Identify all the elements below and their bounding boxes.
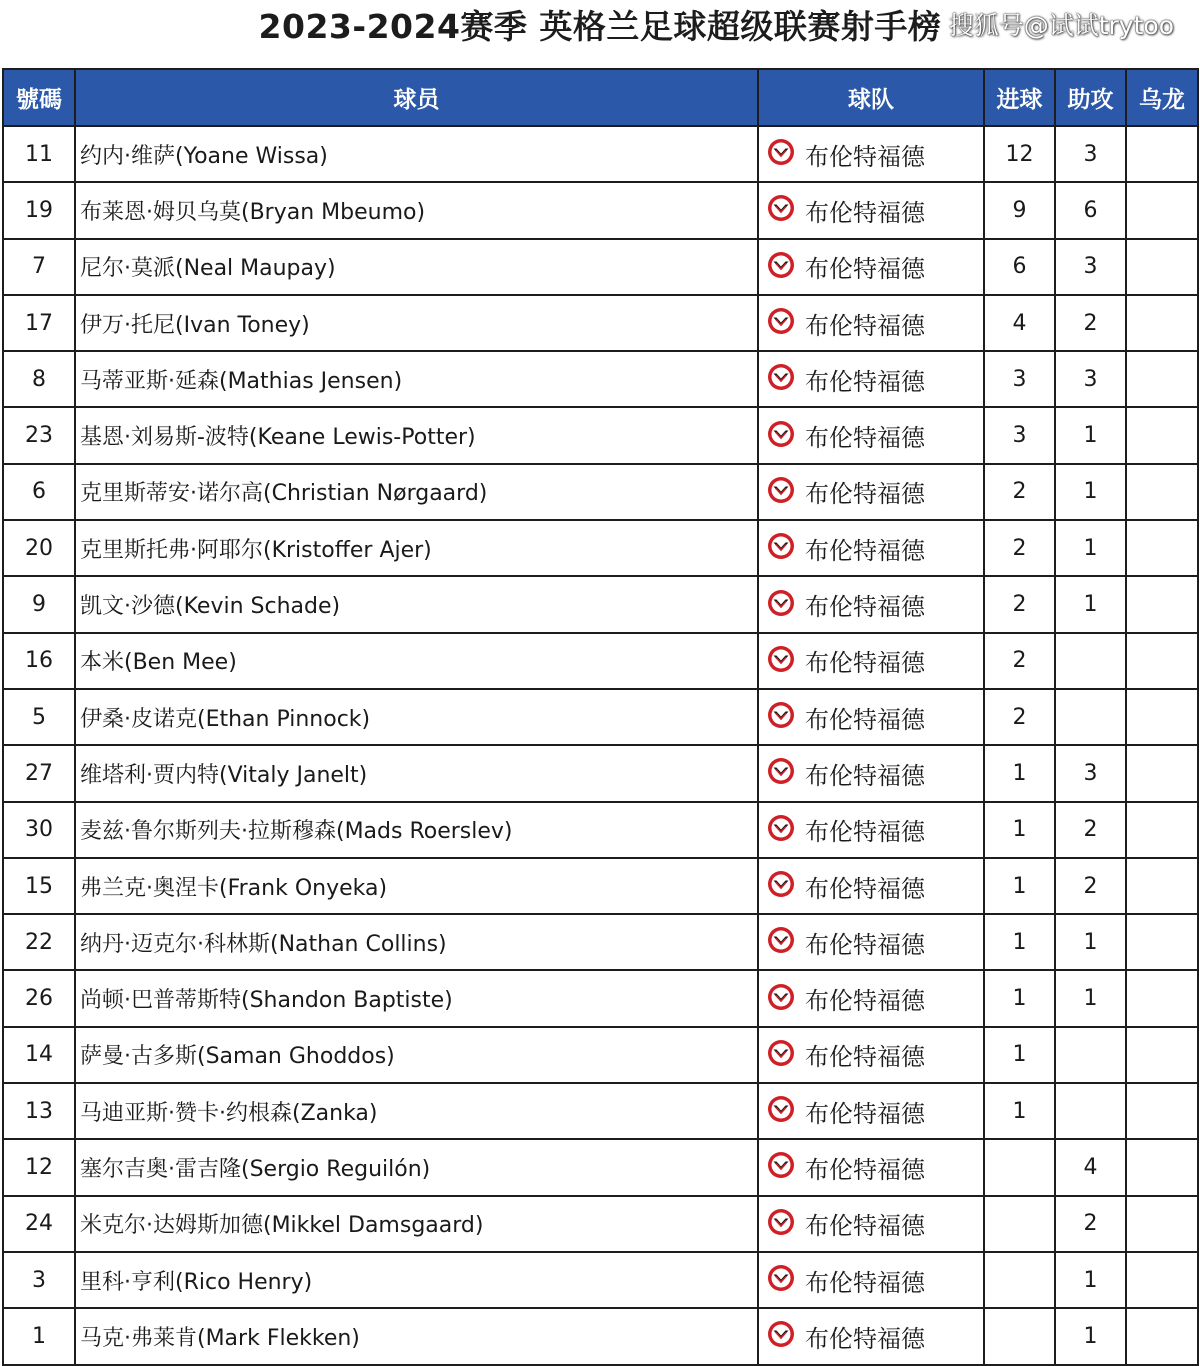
watermark: 搜狐号@试试trytoo — [948, 11, 1174, 40]
team-name: 布伦特福德 — [805, 874, 925, 903]
team-name: 布伦特福德 — [805, 424, 925, 453]
cell-player: 布莱恩·姆贝乌莫(Bryan Mbeumo) — [75, 182, 758, 238]
brentford-badge-icon — [767, 1039, 795, 1067]
team-name: 布伦特福德 — [805, 536, 925, 565]
team-name: 布伦特福德 — [805, 1324, 925, 1353]
cell-goals: 1 — [984, 858, 1055, 914]
table-row — [3, 1252, 1198, 1308]
team-name: 布伦特福德 — [805, 1099, 925, 1128]
brentford-badge-icon — [767, 814, 795, 842]
cell-team — [758, 407, 984, 463]
brentford-badge-icon — [767, 194, 795, 222]
cell-own-goals — [1126, 351, 1198, 407]
page-title: 2023-2024赛季 英格兰足球超级联赛射手榜 — [258, 7, 942, 46]
cell-number: 15 — [3, 858, 75, 914]
cell-goals: 1 — [984, 914, 1055, 970]
cell-own-goals — [1126, 745, 1198, 801]
cell-assists: 1 — [1055, 464, 1126, 520]
cell-player: 维塔利·贾内特(Vitaly Janelt) — [75, 745, 758, 801]
cell-team — [758, 295, 984, 351]
cell-goals: 3 — [984, 351, 1055, 407]
cell-own-goals — [1126, 182, 1198, 238]
brentford-badge-icon — [767, 1151, 795, 1179]
cell-team — [758, 126, 984, 182]
cell-goals: 2 — [984, 576, 1055, 632]
cell-assists: 3 — [1055, 239, 1126, 295]
cell-own-goals — [1126, 407, 1198, 463]
cell-player: 米克尔·达姆斯加德(Mikkel Damsgaard) — [75, 1196, 758, 1252]
cell-goals — [984, 1308, 1055, 1364]
table-row — [3, 520, 1198, 576]
cell-player: 尚顿·巴普蒂斯特(Shandon Baptiste) — [75, 970, 758, 1026]
cell-assists: 1 — [1055, 520, 1126, 576]
team-name: 布伦特福德 — [805, 705, 925, 734]
cell-assists: 3 — [1055, 351, 1126, 407]
table-row — [3, 745, 1198, 801]
cell-player: 马克·弗莱肯(Mark Flekken) — [75, 1308, 758, 1364]
cell-own-goals — [1126, 689, 1198, 745]
cell-assists: 1 — [1055, 970, 1126, 1026]
cell-player: 马迪亚斯·赞卡·约根森(Zanka) — [75, 1083, 758, 1139]
cell-number: 27 — [3, 745, 75, 801]
cell-team — [758, 1196, 984, 1252]
table-row — [3, 633, 1198, 689]
cell-own-goals — [1126, 520, 1198, 576]
table-row — [3, 407, 1198, 463]
header-team: 球队 — [758, 69, 984, 126]
team-name: 布伦特福德 — [805, 255, 925, 284]
cell-own-goals — [1126, 126, 1198, 182]
cell-team — [758, 1252, 984, 1308]
cell-team — [758, 182, 984, 238]
cell-number: 8 — [3, 351, 75, 407]
cell-player: 本米(Ben Mee) — [75, 633, 758, 689]
team-name: 布伦特福德 — [805, 1155, 925, 1184]
team-name: 布伦特福德 — [805, 311, 925, 340]
cell-own-goals — [1126, 1308, 1198, 1364]
cell-team — [758, 1083, 984, 1139]
cell-player: 纳丹·迈克尔·科林斯(Nathan Collins) — [75, 914, 758, 970]
team-name: 布伦特福德 — [805, 480, 925, 509]
cell-team — [758, 576, 984, 632]
cell-player: 尼尔·莫派(Neal Maupay) — [75, 239, 758, 295]
cell-player: 弗兰克·奥涅卡(Frank Onyeka) — [75, 858, 758, 914]
cell-goals — [984, 1252, 1055, 1308]
table-row — [3, 351, 1198, 407]
cell-goals: 6 — [984, 239, 1055, 295]
cell-goals: 12 — [984, 126, 1055, 182]
table-row — [3, 182, 1198, 238]
cell-assists: 4 — [1055, 1139, 1126, 1195]
header-own-goals: 乌龙 — [1126, 69, 1198, 126]
cell-team — [758, 351, 984, 407]
cell-team — [758, 745, 984, 801]
cell-own-goals — [1126, 576, 1198, 632]
team-name: 布伦特福德 — [805, 1212, 925, 1241]
brentford-badge-icon — [767, 983, 795, 1011]
header-assists: 助攻 — [1055, 69, 1126, 126]
cell-number: 22 — [3, 914, 75, 970]
cell-goals: 9 — [984, 182, 1055, 238]
header-player: 球员 — [75, 69, 758, 126]
cell-player: 克里斯蒂安·诺尔高(Christian Nørgaard) — [75, 464, 758, 520]
cell-own-goals — [1126, 1139, 1198, 1195]
table-row — [3, 1139, 1198, 1195]
team-name: 布伦特福德 — [805, 142, 925, 171]
cell-assists — [1055, 633, 1126, 689]
cell-goals: 1 — [984, 970, 1055, 1026]
cell-player: 麦兹·鲁尔斯列夫·拉斯穆森(Mads Roerslev) — [75, 802, 758, 858]
cell-number: 5 — [3, 689, 75, 745]
table-row — [3, 1083, 1198, 1139]
cell-own-goals — [1126, 295, 1198, 351]
cell-own-goals — [1126, 1196, 1198, 1252]
cell-assists: 1 — [1055, 407, 1126, 463]
cell-team — [758, 239, 984, 295]
brentford-badge-icon — [767, 1264, 795, 1292]
table-row — [3, 1196, 1198, 1252]
team-name: 布伦特福德 — [805, 649, 925, 678]
cell-own-goals — [1126, 239, 1198, 295]
cell-number: 9 — [3, 576, 75, 632]
cell-team — [758, 1139, 984, 1195]
cell-number: 16 — [3, 633, 75, 689]
brentford-badge-icon — [767, 1320, 795, 1348]
cell-number: 12 — [3, 1139, 75, 1195]
cell-number: 24 — [3, 1196, 75, 1252]
team-name: 布伦特福德 — [805, 1043, 925, 1072]
cell-goals — [984, 1139, 1055, 1195]
table-row — [3, 1308, 1198, 1364]
table-row — [3, 239, 1198, 295]
table-row — [3, 295, 1198, 351]
brentford-badge-icon — [767, 138, 795, 166]
brentford-badge-icon — [767, 363, 795, 391]
cell-team — [758, 1308, 984, 1364]
cell-assists: 1 — [1055, 914, 1126, 970]
table-row — [3, 576, 1198, 632]
cell-assists — [1055, 1027, 1126, 1083]
team-name: 布伦特福德 — [805, 593, 925, 622]
cell-player: 萨曼·古多斯(Saman Ghoddos) — [75, 1027, 758, 1083]
team-name: 布伦特福德 — [805, 987, 925, 1016]
table-row — [3, 689, 1198, 745]
cell-goals: 1 — [984, 802, 1055, 858]
cell-own-goals — [1126, 858, 1198, 914]
brentford-badge-icon — [767, 420, 795, 448]
brentford-badge-icon — [767, 476, 795, 504]
cell-number: 1 — [3, 1308, 75, 1364]
cell-assists: 6 — [1055, 182, 1126, 238]
cell-player: 马蒂亚斯·延森(Mathias Jensen) — [75, 351, 758, 407]
cell-own-goals — [1126, 1083, 1198, 1139]
brentford-badge-icon — [767, 1208, 795, 1236]
header-goals: 进球 — [984, 69, 1055, 126]
cell-goals: 2 — [984, 633, 1055, 689]
cell-number: 11 — [3, 126, 75, 182]
table-row — [3, 970, 1198, 1026]
cell-goals — [984, 1196, 1055, 1252]
cell-goals: 1 — [984, 1027, 1055, 1083]
cell-assists: 1 — [1055, 1308, 1126, 1364]
cell-player: 克里斯托弗·阿耶尔(Kristoffer Ajer) — [75, 520, 758, 576]
cell-goals: 4 — [984, 295, 1055, 351]
cell-number: 7 — [3, 239, 75, 295]
brentford-badge-icon — [767, 1095, 795, 1123]
team-name: 布伦特福德 — [805, 367, 925, 396]
cell-number: 6 — [3, 464, 75, 520]
cell-number: 13 — [3, 1083, 75, 1139]
brentford-badge-icon — [767, 757, 795, 785]
cell-number: 30 — [3, 802, 75, 858]
brentford-badge-icon — [767, 589, 795, 617]
cell-player: 伊万·托尼(Ivan Toney) — [75, 295, 758, 351]
cell-goals: 1 — [984, 745, 1055, 801]
cell-number: 17 — [3, 295, 75, 351]
team-name: 布伦特福德 — [805, 1268, 925, 1297]
table-row — [3, 464, 1198, 520]
cell-team — [758, 802, 984, 858]
cell-assists: 2 — [1055, 1196, 1126, 1252]
table-row — [3, 1027, 1198, 1083]
cell-player: 基恩·刘易斯-波特(Keane Lewis-Potter) — [75, 407, 758, 463]
cell-goals: 2 — [984, 689, 1055, 745]
cell-player: 伊桑·皮诺克(Ethan Pinnock) — [75, 689, 758, 745]
brentford-badge-icon — [767, 645, 795, 673]
cell-number: 19 — [3, 182, 75, 238]
cell-team — [758, 970, 984, 1026]
cell-team — [758, 914, 984, 970]
cell-number: 26 — [3, 970, 75, 1026]
cell-own-goals — [1126, 1027, 1198, 1083]
table-row — [3, 914, 1198, 970]
cell-team — [758, 520, 984, 576]
cell-assists: 2 — [1055, 802, 1126, 858]
cell-player: 凯文·沙德(Kevin Schade) — [75, 576, 758, 632]
cell-number: 14 — [3, 1027, 75, 1083]
cell-goals: 2 — [984, 464, 1055, 520]
team-name: 布伦特福德 — [805, 198, 925, 227]
cell-team — [758, 1027, 984, 1083]
table-row — [3, 802, 1198, 858]
brentford-badge-icon — [767, 532, 795, 560]
cell-assists: 3 — [1055, 745, 1126, 801]
table-body — [3, 126, 1198, 1365]
cell-number: 23 — [3, 407, 75, 463]
table-row — [3, 126, 1198, 182]
cell-team — [758, 633, 984, 689]
brentford-badge-icon — [767, 870, 795, 898]
cell-player: 约内·维萨(Yoane Wissa) — [75, 126, 758, 182]
header-row — [3, 69, 1198, 126]
cell-goals: 1 — [984, 1083, 1055, 1139]
cell-team — [758, 858, 984, 914]
cell-team — [758, 689, 984, 745]
cell-assists: 1 — [1055, 1252, 1126, 1308]
brentford-badge-icon — [767, 307, 795, 335]
cell-goals: 3 — [984, 407, 1055, 463]
cell-own-goals — [1126, 802, 1198, 858]
cell-assists: 2 — [1055, 295, 1126, 351]
cell-number: 20 — [3, 520, 75, 576]
cell-own-goals — [1126, 1252, 1198, 1308]
team-name: 布伦特福德 — [805, 761, 925, 790]
cell-own-goals — [1126, 464, 1198, 520]
team-name: 布伦特福德 — [805, 818, 925, 847]
cell-assists — [1055, 689, 1126, 745]
cell-team — [758, 464, 984, 520]
cell-own-goals — [1126, 914, 1198, 970]
brentford-badge-icon — [767, 926, 795, 954]
cell-player: 塞尔吉奥·雷吉隆(Sergio Reguilón) — [75, 1139, 758, 1195]
cell-assists: 3 — [1055, 126, 1126, 182]
cell-assists: 2 — [1055, 858, 1126, 914]
cell-player: 里科·亨利(Rico Henry) — [75, 1252, 758, 1308]
cell-number: 3 — [3, 1252, 75, 1308]
cell-own-goals — [1126, 970, 1198, 1026]
cell-own-goals — [1126, 633, 1198, 689]
team-name: 布伦特福德 — [805, 930, 925, 959]
table-row — [3, 858, 1198, 914]
cell-assists — [1055, 1083, 1126, 1139]
cell-assists: 1 — [1055, 576, 1126, 632]
brentford-badge-icon — [767, 251, 795, 279]
cell-goals: 2 — [984, 520, 1055, 576]
scorers-table — [2, 68, 1199, 1366]
brentford-badge-icon — [767, 701, 795, 729]
header-number: 號碼 — [3, 69, 75, 126]
